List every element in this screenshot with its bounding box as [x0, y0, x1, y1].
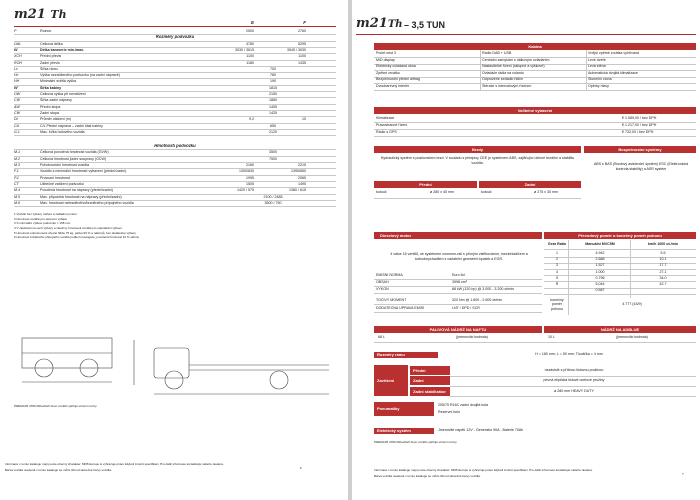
row-value-merged: 760 — [270, 73, 276, 78]
row-value-e: 1180 — [246, 60, 254, 65]
row-code: M.6 — [14, 200, 20, 205]
right-fine-print: PREMIUM 4700 Mitsubishi Fuso vozidlo splňuje emisní normy — [374, 440, 457, 444]
row-label: Provozní hmotnost — [40, 175, 70, 180]
row-value-f: 1495 — [298, 181, 306, 186]
rule-line — [14, 135, 336, 136]
gear-cell: 2 — [556, 257, 558, 262]
row-value-e: 1420 / 575 — [237, 188, 254, 193]
gear-cell: 5.044 — [595, 282, 605, 286]
row-code: XCH — [14, 54, 22, 59]
row-label: Zadní stopa — [40, 110, 59, 115]
row-code: M.4 — [14, 188, 20, 193]
kabina-cell: Automatická dvojitá klimatizace — [588, 70, 638, 75]
rule-line — [374, 286, 542, 287]
row-label: Výška nezatíženého podvozku (na zadní nápravě) — [40, 73, 120, 78]
row-code: OAL — [14, 41, 22, 46]
vybava-name: Rádio s GPS — [376, 130, 397, 134]
kabina-cell: Levé dveře — [588, 57, 606, 62]
rule-line — [544, 249, 696, 250]
row-code: ROH — [14, 60, 22, 65]
ram-label: Rozměry rámu — [374, 352, 438, 358]
row-code: W' — [14, 85, 19, 90]
left-footer-2: Barva vozidla uvedená v tomto katalogu se může lišit od skutečné barvy vozidla. — [5, 468, 112, 472]
pneu-line-1: 205/75 R16C zadní dvojitá kola — [438, 403, 488, 407]
row-label: Celková délka — [40, 41, 63, 46]
row-code: M.1 — [14, 150, 20, 155]
gear-header: Manuální MVC5M — [585, 242, 615, 246]
motor-spec-key: EMISNÍ NORMA — [376, 273, 403, 277]
section-dims-title: Rozměry podvozku — [155, 35, 195, 40]
row-label: Délka karoserie min./max. — [40, 47, 85, 52]
kabina-cell: Bezpečnostní přední airbag — [376, 77, 420, 82]
row-value-e: 1505 — [246, 181, 254, 186]
rule-line — [480, 50, 481, 90]
row-code: M.5 — [14, 194, 20, 199]
fuel-note: (jmenovitá hodnota) — [456, 335, 488, 339]
kabina-band: Kabina — [374, 43, 696, 50]
row-label: Celková výška při nezatížení — [40, 92, 86, 96]
chassis-drawing — [14, 330, 334, 400]
rule-line — [374, 304, 542, 305]
row-label: Povolená hmotnost na nápravy (přední/zadní) — [40, 188, 113, 193]
gear-cell: 1.527 — [595, 263, 605, 268]
row-label: Šířka zadní nápravy — [40, 98, 72, 103]
row-code: CW — [14, 98, 20, 103]
brzdy-text: Hydraulický systém s posilovačem brzd. V souladu s předpisy CEE je systémem ABS, zajišťující účinné brzdění a stabilitu vozidla. — [380, 156, 575, 165]
motor-spec-key: TOČIVÝ MOMENT — [376, 298, 407, 302]
row-value-f: 2215 — [298, 163, 306, 167]
kabina-cell: Ovladače rádia na volantu — [482, 70, 524, 75]
row-label: Celková hmotnost jízdní soupravy (GCW) — [40, 156, 107, 161]
gear-cell: 42.7 — [659, 282, 667, 286]
kabina-cell: Dvoubarevný interiér — [376, 84, 410, 88]
motor-spec-value: 320 Nm @ 1.600 - 2.600 ot/min — [452, 298, 503, 302]
brzdy-zadni-band: Zadní — [479, 181, 581, 188]
gear-header: km/h 1000 ot./min — [647, 242, 679, 246]
row-label: Užitečné zatížení podvozku — [40, 181, 84, 186]
row-label: C/L Přední náprava – zadní část kabiny — [40, 123, 103, 128]
row-code: Lc — [14, 66, 18, 71]
note-line: 3 S minimální výškou podvozku = 158 mm — [14, 221, 71, 226]
row-label: Šířka kabiny — [40, 85, 62, 90]
rule-line — [374, 312, 542, 313]
motor-spec-key: DODATEČNÁ ÚPRAVA EMISÍ — [376, 306, 425, 310]
row-value-f: 2065 — [298, 175, 306, 180]
rule-line — [374, 198, 581, 199]
row-label: Max. hmotnost nebrzděného/brzděného přípojného vozidla — [40, 200, 134, 205]
motor-text: 4 válce 16 ventilů, se systémem common-rail s přímým vstřikováním, mezichladičem a turbodmychadlem s variabilní geometrií lopatek a EGR. — [390, 252, 528, 261]
row-code: CA — [14, 123, 19, 128]
row-value-e: 4780 — [246, 41, 254, 46]
row-code: OW — [14, 92, 21, 96]
right-footer-1: Informace v tomto katalogu mají pouze obecný charakter. MKB Europe si vyhrazuje právo kdykoli změnit specifikaci. Pro další informace kontaktujte našeho dealera. — [374, 468, 593, 472]
row-value-merged: 3500 / 750 — [264, 200, 282, 205]
zaveseni-value: ø 280 mm HEAVY DUTY — [554, 388, 594, 393]
bezp-text: ABS s BAS (Brzdový asistenční systém) ESC (Elektronická kontrola stability) a ASR systém — [593, 162, 689, 171]
row-value-e: 1100 — [246, 54, 254, 59]
kabina-cell: Odpružené sedadlo řidiče — [482, 77, 523, 82]
final-drive-label: konečný poměr pohonu — [550, 298, 564, 311]
pneu-label: Pneumatiky — [374, 402, 434, 416]
row-code: P.1 — [14, 175, 19, 180]
kabina-cell: Nastavitelné řízení (sklopné a výškové) — [482, 64, 545, 69]
motor-spec-value: 88 kW (120 hp) @ 3.000 - 3.200 ot/min — [452, 287, 515, 291]
row-code: W — [14, 47, 18, 52]
motor-spec-value: Euro 6d — [452, 273, 465, 277]
gear-cell: 1 — [556, 251, 558, 255]
left-page — [0, 0, 348, 500]
gear-header: Gear Ratio — [547, 242, 567, 246]
rule-line — [374, 90, 696, 91]
row-code: P — [14, 29, 17, 33]
row-value-f: 10 — [302, 117, 306, 122]
gear-cell: 0.796 — [595, 275, 605, 280]
elek-value: Jmenovité napětí 12V - Generátor 90A - Baterie 70Ah — [438, 428, 524, 432]
rule-line — [568, 240, 569, 315]
row-label: Vozidlo s minimální hmotností vybavení (přední/zadní) — [40, 169, 127, 174]
gear-cell: R — [555, 282, 559, 286]
zaveseni-key: Přední — [410, 366, 450, 375]
col-e-header: E — [250, 21, 254, 25]
zaveseni-key: Zadní — [410, 376, 450, 385]
row-value-merged: 700 — [270, 66, 276, 71]
prevod-band: Převodový poměr a konečný poměr pohonu — [544, 232, 696, 239]
note-line: 4 V závislosti na verzi výbavy a všechny hmotnosti vozidla pro standardní výbavu — [14, 225, 122, 230]
kabina-cell: Rádio DAB + USB — [482, 51, 512, 55]
rule-line — [374, 136, 696, 137]
row-value-merged: 1815 — [269, 85, 277, 90]
row-value-e: 2160 — [246, 163, 254, 167]
row-code: F.1 — [14, 169, 19, 174]
row-label: Minimální světlá výška — [40, 79, 76, 84]
row-value-e: 3030 / 3615 — [235, 47, 254, 52]
gear-cell: 0.587 — [595, 288, 605, 293]
kabina-cell: Zpětné zrcátko — [376, 70, 400, 75]
right-logo: m21Th — [356, 16, 403, 31]
row-value-e: 1300/830 — [239, 169, 254, 174]
motor-spec-key: OBSAH — [376, 280, 389, 284]
gear-cell: 34.0 — [659, 275, 667, 280]
rule-line — [450, 376, 696, 377]
brake-rear-type: kotouč — [481, 190, 492, 194]
kabina-cell: Počet míst 3 — [376, 51, 396, 55]
zaveseni-value: pevná eliptická listové ocelové pružiny — [543, 378, 605, 383]
right-footer-2: Barva vozidla uvedená v tomto katalogu se může lišit od skutečné barvy vozidla. — [374, 474, 481, 478]
vybava-price: € 1.217,00 / bez DPH — [622, 123, 657, 127]
motor-band: Dieselový motor — [374, 232, 542, 239]
row-code: Dt — [14, 117, 18, 122]
left-fine-print: PREMIUM 4700 Mitsubishi Fuso vozidlo splňuje emisní normy — [14, 404, 97, 408]
kabina-cell: Centrální zamykání s dálkovým ovládáním — [482, 57, 550, 62]
vybava-price: € 732,00 / bez DPH — [622, 130, 654, 134]
brake-front-type: kotouč — [376, 190, 387, 194]
row-code: G.1 — [14, 129, 20, 134]
note-line: 2 Hmotnost vozidla pro sériovou výbavu — [14, 216, 68, 221]
row-code: CT — [14, 181, 19, 186]
row-value-merged: 1405 — [269, 104, 277, 109]
bezp-band: Bezpečnostní systémy — [584, 146, 696, 153]
row-label: Celková povolená hmotnost vozidla (GVW) — [40, 150, 109, 155]
row-code: M.2 — [14, 156, 20, 161]
kabina-cell: Elektricky ovládaná okna — [376, 64, 416, 69]
rule-line — [14, 206, 336, 207]
left-footer-1: Informace v tomto katalogu mají pouze obecný charakter. MKB Europe si vyhrazuje právo kdykoli změnit specifikaci. Pro další informace kontaktujte našeho dealera. — [5, 462, 224, 466]
row-label: Přední převis — [40, 54, 62, 59]
vybava-name: Klimatizace — [376, 116, 395, 120]
gear-cell: 17.7 — [659, 263, 667, 268]
gear-cell: 5 — [556, 275, 558, 280]
kabina-cell: Sluneční clona — [588, 77, 612, 82]
row-code: Hc — [14, 73, 19, 78]
left-page-number: 6 — [300, 466, 302, 470]
row-label: Přední stopa — [40, 104, 61, 109]
row-code: M.3 — [14, 163, 20, 167]
note-line: 6 Hmotnost brzděného přípojného vozidla podle homologace, povolená hmotnost 12 % sklonu — [14, 235, 140, 240]
brake-front-size: ø 280 x 40 mm — [430, 190, 454, 194]
kabina-cell: Opěrky hlavy — [588, 84, 609, 88]
gear-cell: 4 — [556, 269, 558, 274]
gear-cell: 5.5 — [660, 251, 666, 255]
fuel-band: PALIVOVÁ NÁDRŽ NA NAFTU — [374, 326, 542, 333]
row-value-f: 1380 / 615 — [289, 188, 306, 193]
row-code: AW — [14, 104, 20, 109]
row-value-e: 1995 — [246, 175, 254, 180]
row-value-e: 2500 — [246, 29, 254, 33]
rule-line — [374, 293, 542, 294]
pneu-line-2: Rezervní kolo — [438, 410, 460, 414]
gear-cell: 4.942 — [595, 251, 605, 255]
row-label: Zadní převis — [40, 60, 60, 65]
rule-line — [586, 50, 587, 90]
section-weights-title: Hmotnosti podvozku — [154, 144, 196, 149]
kabina-cell: Stěrače s intervalovým řízením — [482, 84, 532, 88]
ram-value: H = 180 mm; L = 50 mm; Tloušťka = 4 mm — [535, 352, 603, 356]
adblue-note: (jmenovitá hodnota) — [616, 335, 648, 339]
row-value-f: 2760 — [298, 29, 306, 33]
row-value-merged: 2150 — [269, 92, 277, 96]
zaveseni-value: nezávislé s příčnou listovou pružinou — [544, 368, 604, 372]
motor-spec-key: VÝKON — [376, 287, 389, 291]
row-value-f: 1435 — [298, 60, 306, 65]
row-value-merged: 650 — [270, 123, 276, 128]
elek-label: Elektrický systém — [374, 428, 434, 434]
kabina-cell: Levá stěna — [588, 64, 606, 69]
zaveseni-key: Zadní stabilizátor — [410, 387, 450, 396]
gear-cell: 3 — [556, 263, 558, 268]
rule-line — [450, 396, 696, 397]
row-value-f: 3545 / 3930 — [287, 47, 306, 52]
motor-spec-value: 3998 cm³ — [452, 280, 467, 284]
motor-spec-value: LNT / DPD / SCR — [452, 306, 480, 310]
gear-cell: 10.1 — [659, 257, 667, 262]
rule-line — [450, 386, 696, 387]
row-label: Šířka rámu — [40, 66, 58, 71]
right-title: – 3,5 TUN — [404, 20, 446, 30]
col-f-header: F — [303, 21, 306, 25]
row-code: CW — [14, 110, 20, 115]
kabina-cell: Vnější zpětné zrcátka vyhřívaná — [588, 51, 639, 55]
left-logo: m21 Th — [14, 7, 67, 22]
row-label: Rozvor — [40, 29, 52, 33]
row-value-merged: 190 — [270, 79, 276, 84]
zaveseni-label: Zavěšení — [374, 365, 408, 396]
right-page-number: 7 — [682, 472, 684, 476]
brzdy-predni-band: Přední — [374, 181, 477, 188]
row-value-e: 9,2 — [249, 117, 254, 122]
row-value-merged: 7500 — [269, 156, 277, 161]
row-value-merged: 3500 — [269, 150, 277, 155]
brake-rear-size: ø 275 x 30 mm — [534, 190, 558, 194]
row-label: Průměr otáčení (m) — [40, 117, 71, 122]
row-value-merged: 2120 — [269, 129, 277, 134]
gear-cell: 1.000 — [595, 269, 605, 274]
gear-cell: 2.688 — [595, 257, 605, 262]
rule-line — [630, 240, 631, 298]
note-line: 1 Vozidlo bez výbavy měření a základní prostor — [14, 212, 77, 217]
row-value-f: 1100 — [298, 54, 306, 59]
row-code: HH — [14, 79, 20, 84]
rule-line — [374, 279, 542, 280]
vybava-price: € 1.089,00 / bez DPH — [622, 116, 657, 120]
row-value-f: 5295 — [298, 41, 306, 46]
adblue-value: 10 L — [548, 335, 555, 339]
row-value-merged: 2100 / 2485 — [263, 194, 283, 199]
row-label: Max. přípustná hmotnost na nápravy (přední/zadní) — [40, 194, 122, 199]
row-value-merged: 1425 — [269, 110, 277, 115]
row-label: Max. šířka hotového vozidla — [40, 129, 85, 134]
vybava-band: Volitelné vybavení — [374, 107, 696, 114]
row-value-f: 1395/850 — [291, 169, 306, 174]
row-value-merged: 1860 — [269, 98, 277, 103]
note-line: 5 Hmotnost pohotovostní včetně řidiče 75 kg, paliva 90 % a nástrojů, bez dodatečné výbavy — [14, 230, 136, 235]
gear-cell: 27.1 — [659, 269, 667, 274]
right-page — [352, 0, 700, 500]
vybava-name: Pravostranné řízení — [376, 123, 408, 127]
rule-line — [544, 294, 696, 295]
final-drive-value: 4.777 (43/9) — [622, 302, 642, 306]
fuel-value: 68 L — [378, 335, 385, 339]
adblue-band: NÁDRŽ NA ADBLUE — [544, 326, 696, 333]
kabina-cell: MID display — [376, 57, 395, 62]
brzdy-band: Brzdy — [374, 146, 581, 153]
row-label: Pohotovostní hmotnost vozidla — [40, 163, 89, 167]
